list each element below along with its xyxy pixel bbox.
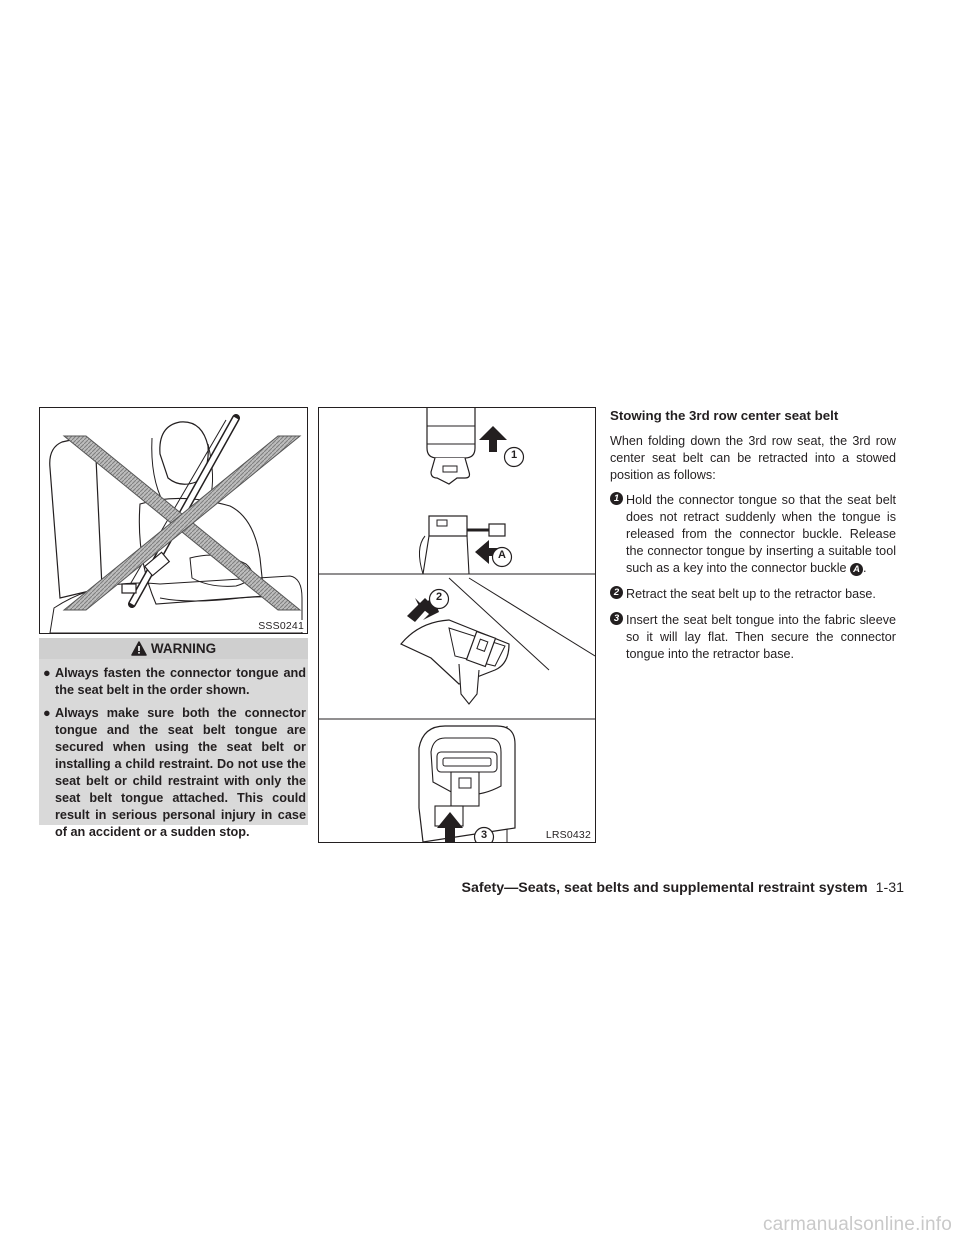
step-text: Retract the seat belt up to the retractor base. <box>626 587 876 601</box>
callout-3: 3 <box>473 826 495 843</box>
figure-code: LRS0432 <box>545 829 591 841</box>
warning-item-text: Always make sure both the connector tongue and the seat belt tongue are secured when using the seat belt or installing a child restraint. Do not use the seat belt or child restraint with only the seat belt tongue attached. This could result in serious personal injury in case of an accident or a sudden stop. <box>55 706 306 839</box>
step-item <box>610 586 896 603</box>
warning-box <box>39 638 308 839</box>
page-footer <box>0 880 904 896</box>
warning-list <box>39 665 308 847</box>
step-item <box>610 612 896 663</box>
bullet-icon: ● <box>43 706 51 720</box>
figure-code: SSS0241 <box>258 620 304 632</box>
warning-item <box>39 665 308 699</box>
stowing-steps-illustration <box>319 408 595 842</box>
step-text: Insert the seat belt tongue into the fabric sleeve so it will lay flat. Then secure the connector tongue into the retractor base. <box>626 613 896 661</box>
watermark: carmanualsonline.info <box>762 1214 952 1235</box>
step-text-tail: . <box>863 561 867 575</box>
belt-misuse-illustration <box>40 408 307 633</box>
page-number: 1-31 <box>875 880 904 896</box>
callout-2: 2 <box>428 588 450 615</box>
warning-item-text: Always fasten the connector tongue and the seat belt in the order shown. <box>55 666 306 697</box>
callout-1: 1 <box>503 446 525 473</box>
bullet-icon: ● <box>43 666 51 680</box>
warning-title: WARNING <box>150 641 217 656</box>
figure-stowing-steps <box>318 407 596 843</box>
warning-triangle-icon <box>131 641 147 656</box>
step-number-badge: 1 <box>610 492 623 505</box>
step-number-badge: 2 <box>610 586 623 599</box>
footer-section-title: Safety—Seats, seat belts and supplemental restraint system <box>461 880 868 896</box>
callout-a: A <box>491 546 513 573</box>
stowing-section <box>610 407 896 672</box>
step-number-badge: 3 <box>610 612 623 625</box>
warning-header <box>39 638 308 659</box>
section-intro: When folding down the 3rd row seat, the 3rd row center seat belt can be retracted into a stowed position as follows: <box>610 434 896 482</box>
section-heading: Stowing the 3rd row center seat belt <box>610 408 839 423</box>
figure-belt-misuse <box>39 407 308 634</box>
reference-a-badge: A <box>850 563 863 576</box>
warning-item <box>39 705 308 841</box>
step-text: Hold the connector tongue so that the seat belt does not retract suddenly when the tongue is released from the connector buckle. Release the connector tongue by inserting a suitable tool such as a key into the connector buckle <box>626 493 896 575</box>
step-item <box>610 492 896 577</box>
